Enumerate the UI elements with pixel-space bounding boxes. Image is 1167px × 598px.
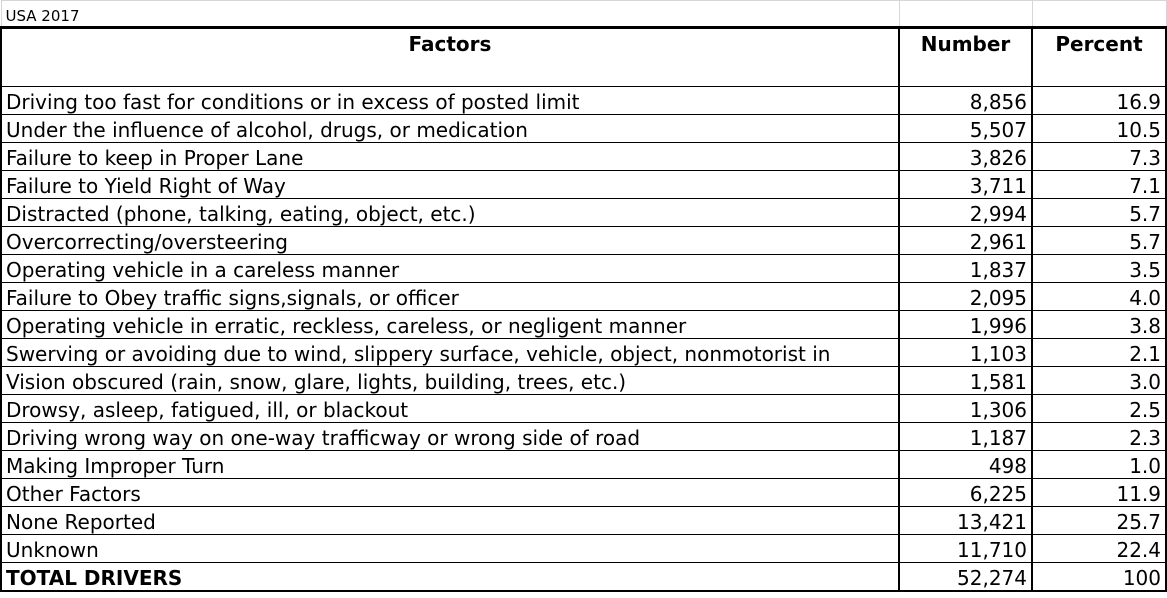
empty-cell [1032,58,1166,87]
total-label: TOTAL DRIVERS [1,563,899,592]
number-cell: 1,103 [899,339,1032,367]
total-row [1,563,1166,592]
table-row [1,171,1166,199]
table-row [1,311,1166,339]
header-factors: Factors [1,28,899,59]
empty-cell [1032,1,1166,28]
number-cell: 13,421 [899,507,1032,535]
table-body [1,1,1166,592]
table-row [1,367,1166,395]
title-row [1,1,1166,28]
percent-cell: 16.9 [1032,87,1166,115]
factor-cell: Driving wrong way on one-way trafficway or wrong side of road [1,423,899,451]
number-cell: 1,581 [899,367,1032,395]
total-number: 52,274 [899,563,1032,592]
number-cell: 3,826 [899,143,1032,171]
percent-cell: 3.8 [1032,311,1166,339]
table-row [1,507,1166,535]
percent-cell: 2.5 [1032,395,1166,423]
table-row [1,395,1166,423]
table-row [1,115,1166,143]
table-row [1,227,1166,255]
percent-cell: 4.0 [1032,283,1166,311]
empty-cell [899,58,1032,87]
number-cell: 1,187 [899,423,1032,451]
empty-cell [899,1,1032,28]
header-row [1,28,1166,59]
factor-cell: Driving too fast for conditions or in excess of posted limit [1,87,899,115]
number-cell: 6,225 [899,479,1032,507]
percent-cell: 7.3 [1032,143,1166,171]
factor-cell: Failure to keep in Proper Lane [1,143,899,171]
factor-cell: Failure to Obey traffic signs,signals, or officer [1,283,899,311]
number-cell: 1,996 [899,311,1032,339]
percent-cell: 2.1 [1032,339,1166,367]
number-cell: 5,507 [899,115,1032,143]
header-percent: Percent [1032,28,1166,59]
table-row [1,283,1166,311]
number-cell: 2,095 [899,283,1032,311]
table-row [1,423,1166,451]
factor-cell: Operating vehicle in a careless manner [1,255,899,283]
percent-cell: 25.7 [1032,507,1166,535]
percent-cell: 22.4 [1032,535,1166,563]
percent-cell: 5.7 [1032,227,1166,255]
factor-cell: Vision obscured (rain, snow, glare, lights, building, trees, etc.) [1,367,899,395]
total-percent: 100 [1032,563,1166,592]
table-title: USA 2017 [1,1,899,28]
percent-cell: 3.0 [1032,367,1166,395]
percent-cell: 7.1 [1032,171,1166,199]
factor-cell: Operating vehicle in erratic, reckless, careless, or negligent manner [1,311,899,339]
table-row [1,143,1166,171]
header-number: Number [899,28,1032,59]
factor-cell: Other Factors [1,479,899,507]
factor-cell: Overcorrecting/oversteering [1,227,899,255]
table-row [1,87,1166,115]
number-cell: 2,994 [899,199,1032,227]
number-cell: 2,961 [899,227,1032,255]
percent-cell: 11.9 [1032,479,1166,507]
percent-cell: 2.3 [1032,423,1166,451]
table-row [1,535,1166,563]
factor-cell: Unknown [1,535,899,563]
number-cell: 1,837 [899,255,1032,283]
table-row [1,199,1166,227]
table-row [1,451,1166,479]
number-cell: 11,710 [899,535,1032,563]
number-cell: 498 [899,451,1032,479]
number-cell: 3,711 [899,171,1032,199]
factor-cell: Making Improper Turn [1,451,899,479]
table-row [1,339,1166,367]
percent-cell: 3.5 [1032,255,1166,283]
factor-cell: Under the influence of alcohol, drugs, or medication [1,115,899,143]
percent-cell: 5.7 [1032,199,1166,227]
factor-cell: None Reported [1,507,899,535]
factor-cell: Swerving or avoiding due to wind, slippery surface, vehicle, object, nonmotorist in [1,339,899,367]
factor-cell: Drowsy, asleep, fatigued, ill, or blackout [1,395,899,423]
percent-cell: 1.0 [1032,451,1166,479]
table-row [1,255,1166,283]
empty-cell [1,58,899,87]
spacer-row [1,58,1166,87]
percent-cell: 10.5 [1032,115,1166,143]
table-row [1,479,1166,507]
factor-cell: Failure to Yield Right of Way [1,171,899,199]
number-cell: 8,856 [899,87,1032,115]
factor-cell: Distracted (phone, talking, eating, object, etc.) [1,199,899,227]
number-cell: 1,306 [899,395,1032,423]
